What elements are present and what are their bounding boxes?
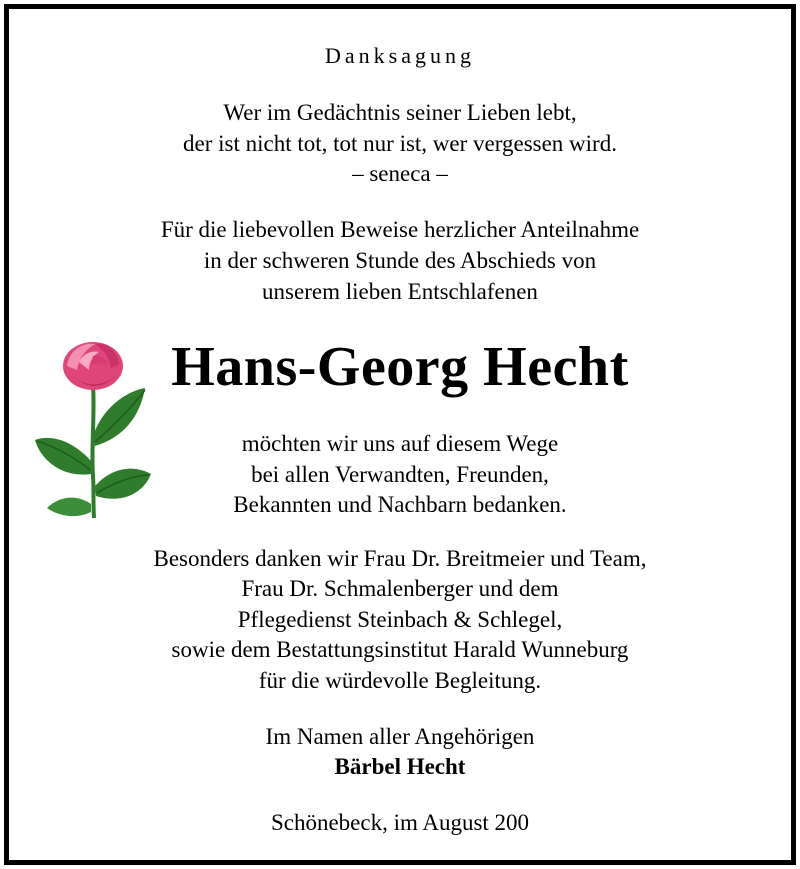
signature-name: Bärbel Hecht	[334, 754, 466, 779]
special-thanks-line-5: für die würdevolle Begleitung.	[258, 668, 542, 693]
thanks-line-3: Bekannten und Nachbarn bedanken.	[233, 492, 567, 517]
quote-line-1: Wer im Gedächtnis seiner Lieben lebt,	[223, 100, 577, 125]
special-thanks-line-2: Frau Dr. Schmalenberger und dem	[241, 576, 559, 601]
quote-author: – seneca –	[352, 161, 448, 186]
quote-line-2: der ist nicht tot, tot nur ist, wer vergessen wird.	[183, 131, 617, 156]
signature-line: Im Namen aller Angehörigen	[265, 724, 535, 749]
thanks-line-2: bei allen Verwandten, Freunden,	[251, 462, 549, 487]
notice-frame	[4, 4, 796, 865]
intro-line-3: unserem lieben Entschlafenen	[262, 279, 538, 304]
special-thanks-line-4: sowie dem Bestattungsinstitut Harald Wunneburg	[171, 637, 629, 662]
intro-line-2: in der schweren Stunde des Abschieds von	[203, 248, 597, 273]
place-date: Schönebeck, im August 200	[270, 810, 530, 835]
special-thanks-line-3: Pflegedienst Steinbach & Schlegel,	[237, 607, 563, 632]
deceased-name: Hans-Georg Hecht	[171, 336, 629, 398]
intro-line-1: Für die liebevollen Beweise herzlicher Anteilnahme	[160, 217, 640, 242]
notice-heading: Danksagung	[325, 43, 475, 68]
thanks-line-1: möchten wir uns auf diesem Wege	[241, 431, 559, 456]
special-thanks-line-1: Besonders danken wir Frau Dr. Breitmeier und Team,	[153, 546, 647, 571]
